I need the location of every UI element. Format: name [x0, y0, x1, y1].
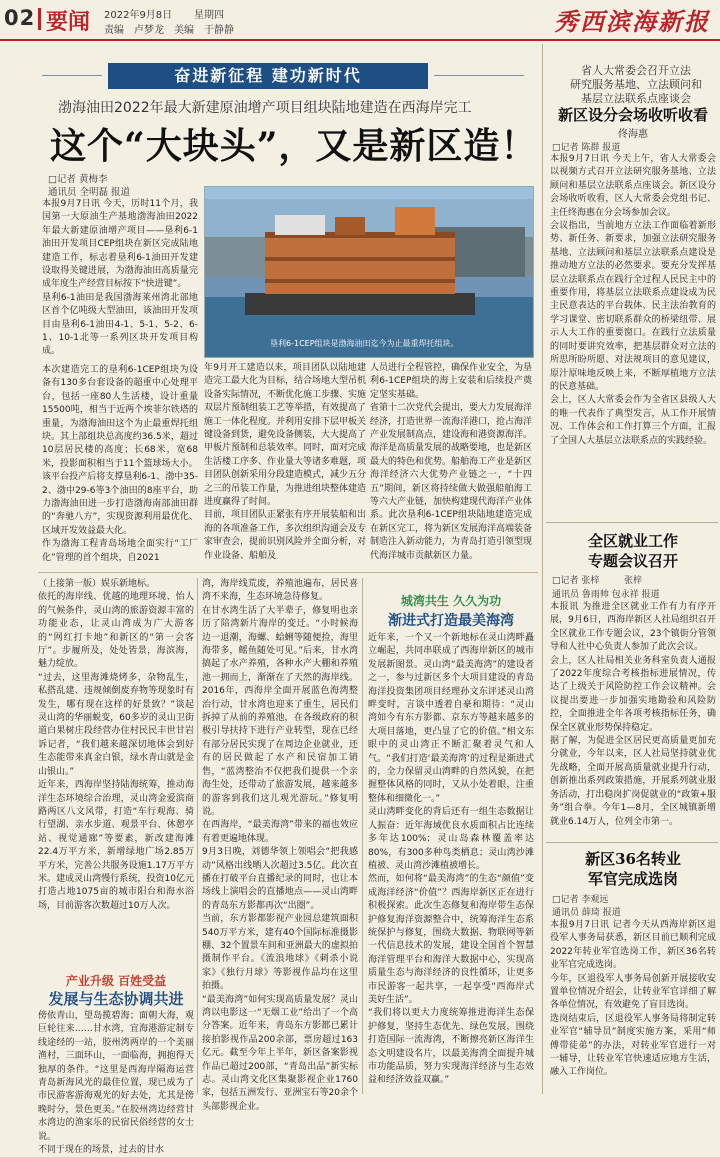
platform-photo-illustration: [205, 187, 533, 357]
right-byline-1: □记者 陈群 报道: [552, 143, 621, 153]
issue-weekday: 星期四: [194, 10, 224, 21]
photo-caption: 垦利6-1CEP组块是渤海油田迄今为止最重焊托组块。: [270, 339, 459, 348]
section-label-coexist: 城湾共生 久久为功: [400, 594, 502, 608]
masthead-logo: 秀西滨海新报: [554, 7, 710, 36]
section-label-industry: 产业升级 百姓受益: [65, 974, 167, 988]
right-kicker-2: 研究服务基地、立法顾问和: [570, 78, 702, 91]
right-headline-2a: 全区就业工作: [587, 532, 678, 550]
banner-rule-right: [434, 75, 524, 76]
lead-byline-reporter: □记者 黄梅李: [48, 174, 108, 185]
right-author-1: 佟海惠: [618, 129, 648, 140]
editor-label: 责编: [104, 25, 124, 36]
lead-paragraph-1: 本报9月7日讯 今天，历时11个月，我国第一大原油生产基地渤海油田2022年最大新建原油增产项目——垦利6-1油田开发项目CEP组块在新区完成陆地建造工作，标志着垦利6-1油田开发建设取得关键进展，为渤海油田高质量完成年度生产经营目标按下“快进键”。 垦利6-1油田是我国渤海莱州湾北部地区首个亿吨级大型油田，该油田开发项目由垦利6-1油田4-1、5-1、5-2、6-1、10-1北等一系列区块开发项目构成。: [42, 199, 198, 357]
right-headline-3a: 新区36名转业: [585, 850, 681, 868]
section-title: 要闻: [46, 10, 91, 35]
right-article-2-body: 本报讯 为推进全区就业工作有力有序开展，9月6日，西海岸新区人社局组织召开全区就业工作专题会议，23个镇街分管领导和人社中心负责人参加了此次会议。 会上，区人社局相关业务科室负责人通报了2022年度综合考核指标进展情况，传达了上级关于风险防控工作会议精神。会议提出要进一步加强实地勘验和风险防控，全面推进全年各项考核指标任务，确保全区就业形势保持稳定。 据了解，为促进全区居民更高质量更加充分就业，今年以来，区人社局坚持就业优先战略，全面开展高质量就业提升行动，创新推出系列政策措施，开展系列就业服务活动，打出稳岗扩岗促就业的“政策+服务”组合拳。今年1—8月，全区城镇新增就业6.14万人，位列全市第一。: [550, 602, 716, 827]
lead-headline: 这个“大块头”，又是新区造！: [50, 125, 538, 167]
news-photo: [204, 186, 534, 358]
continued-article-col2: 湾，海岸线荒废，养殖池遍布，居民喜湾不来海，生态环境急待修复。 在甘水湾生活了大半辈子，修复明也亲历了陪湾新片海岸的变迁。“小时候海边一退潮，海螺、蛤蜊等随便捡，海里海带多，鳐鱼随处可见。”后来，甘水湾搞起了水产养殖，各种水产大棚和养殖池一拥而上，渐渐在了天然的海岸线。2016年，西海岸全面开展蓝色海湾整治行动，甘水湾也迎来了重生，居民们拆掉了从前的养殖池，在各级政府的积极引导扶持下进行产业转型，现在已经有部分居民实现了在周边企业就业，还有的居民做起了水产和民宿加工销售，“蓝湾整治不仅把我们提供一个亲海生处，还带动了旅游发展，越来越多的游客到我们这儿观光游玩。”修复明说。 在西海岸，“最美海湾”带来的福也效应有着更遍地体现。 9月3日晚，刘德华领上领唱会“把我感动”风格出线晒人次超过3.5亿。此次直播在打破平台直播纪录的同时，也让本场线上演唱会的直播地点——灵山湾畔的青岛东方影都再次“出圈”。 当前，东方影都影视产业园总建筑面积540万平方米，建有40个国际标准摄影棚、32个置景车间和亚洲最大的虚拟拍摄制作平台。《流浪地球》《刺杀小说家》《独行月球》等影视作品均在这里拍摄。 “最美海湾”如何实现高质量发展？灵山湾以电影这一“无烟工业”给出了一个高分答案。近年来，青岛东方影都已累计接拍影视作品200余部，票房超过163亿元。截至今年上半年，新区备案影视作品已超过200部，“青岛出品”新实标志。灵山湾文化区集聚影视企业1760家，包括五洲发行、亚洲宝石等20余个头部影视企业。: [202, 579, 358, 1112]
right-byline-3b: 通讯员 薛琦 报道: [552, 908, 621, 918]
right-byline-3a: □记者 李观远: [552, 895, 609, 905]
page-number: 02: [4, 6, 36, 30]
lead-paragraph-4: 人员进行全程管控，确保作业安全，为垦利6-1CEP组块的海上安装和后续投产奠定坚实基础。 省第十二次党代会提出，要大力发展海洋经济，打造世界一流海洋港口，抢占海洋产业发展制高点，建设海和港资源海洋。海洋是高质量发展的战略要地，也是新区最大的特色和优势。船舶海工产业是新区海洋经济六大优势产业链之一，“十四五”期间，新区将持续做大做强船舶海工等六大产业链，加快构建现代海洋产业体系。此次垦利6-1CEP组块陆地建造完成在新区完工，将为新区发展海洋高端装备制造注入新动能力，为青岛打造引领型现代海洋城市贡献新区力量。: [370, 363, 533, 561]
banner-rule-left: [42, 75, 102, 76]
art-name: 于静静: [204, 25, 234, 36]
right-headline-2b: 专题会议召开: [587, 552, 678, 570]
lead-paragraph-2: 本次建造完工的垦利6-1CEP组块为设备有130多台套设备的超重中心处理平台，包括一座80人生活楼，设计重量15500吨，相当于近两个埃菲尔铁塔的重量，为渤海油田这个为止最重焊托组块。其上部组块总高度约36.5米，超过10层居民楼的高度；长68米，宽68米，投影面积相当于11个篮球场大小。 该平台投产后将支撑垦利6-1、渤中35-2、渤中29-6等3个油田的8座平台，助力渤海油田进一步打造渤海南部油田群的“奔驰八方”，实现资源利用最优化、区域开发效益最大化。 作为渤海工程青岛场地全面实行“工厂化”管理的首个组块，自2021: [42, 365, 198, 563]
section-title-development: 发展与生态协调共进: [48, 990, 184, 1008]
lead-bottom-rule: [38, 572, 538, 573]
art-label: 美编: [174, 25, 194, 36]
right-kicker-3: 基层立法联系点座谈会: [581, 92, 691, 105]
continued-article-col1: （上接第一版）娱乐新地标。 依托的海岸线、优越的地理环境、怡人的气候条件，灵山湾的旅游资源丰富的功能业态，让灵山湾成为广大游客的“网红打卡地”和新区的“第一会客厅”。步履所及，处处皆景，海滨海，魅力绽放。 “过去，这里海滩烧烤多，杂物乱生，私搭乱建、违规倾倒废弃物等现象时有发生，哪有现在这样的好景致？”谈起灵山湾的华丽蜕变，60多岁的灵山卫街道白果树庄段经营办住村民民丰世甘岩诉记者，“我们越来越深切地体会到好生态能带来真金白银，绿水青山就是金山银山。” 近年来，西海岸坚持陆海统筹，推动海洋生态环境综合治理，灵山湾金爱滨商路两区八文风带，打造“车行观海、骑行望湖、亲水步道、观景平台、休憩亭站、视觉通廊”等要素，新改建海滩22.4万平方米，新增绿地广场2.85万平方米，完善公共服务设施1.17万平方米。建成灵山湾慢行系统，投资10亿元打造占地1075亩的城市阳台和海水浴场，目前游客次数超过10万人次。: [38, 579, 194, 911]
right-rule-1: [546, 522, 718, 523]
right-headline-3b: 军官完成选岗: [587, 870, 678, 888]
lead-paragraph-3: 年9月开工建造以来，项目团队以陆地建造完工最大化为目标，结合场地大型吊机设备实际情况，不断优化施工步骤、实施双层片预制组装工艺等举措，有效提高了施工一体化程度。并利用安排下层甲板关键设备到货，避免设备侧装，大大提高了甲板片预制和总装效率。同时，面对完成生活楼工序多、作业量大等诸多难题，项目团队创新采用分段建造模式，减少五分之三的吊装工作量，为推进组块整体建造进度赢得了时间。 目前，项目团队正紧张有序开展装船和出海的各项准备工作，多次组织沟通会及专家审查会，提前识别风险并全面分析，对作业设备、船舶及: [204, 363, 367, 561]
campaign-banner: 奋进新征程 建功新时代: [108, 63, 428, 89]
section-title-bay: 渐进式打造最美海湾: [388, 613, 514, 629]
right-article-3-body: 本报9月7日讯 记者今天从西海岸新区退役军人事务局获悉，新区目前已顺利完成2022年转业军官选岗工作，新区36名转业军官完成选岗。 今年，区退役军人事务局创新开展接收安置单位情况介绍会，让转业军官详细了解各单位情况，有效避免了盲目选岗。 选岗结束后，区退役军人事务局将制定转业军官“辅导员”制度实施方案，采用“师傅带徒弟”的办法，对转业军官进行一对一辅导，让转业军官快速适应地方生活，融入工作岗位。: [550, 920, 716, 1078]
right-rule-2: [546, 842, 718, 843]
right-byline-2a: □记者 张梓: [552, 576, 600, 586]
right-author-2: 张梓: [623, 576, 642, 586]
right-byline-2b: 通讯员 鲁雨帅 包永祥 报道: [552, 590, 660, 600]
right-headline-1: 新区设分会场收听收看: [557, 106, 708, 124]
column-divider-1: [197, 578, 198, 1094]
lead-subheadline: 渤海油田2022年最大新建原油增产项目组块陆地建造在西海岸完工: [58, 100, 472, 116]
right-kicker-1: 省人大常委会召开立法: [581, 64, 691, 77]
bay-article-body: 近年来，一个又一个新地标在灵山湾畔矗立崛起，共同串联成了西海岸新区的城市发展新图景。灵山湾“最美海湾”的建设者之一，参与过新区多个大项目建设的青岛海洋投资集团项目经理孙文东评述灵山湾畔变时，言谈中透着自豪和期待：“灵山湾如今有东方影都、京东方等越来越多的大项目落地，更凸显了它的价值。”相文东眼中的灵山湾正不断汇聚着灵气和人气。“我们打造‘最美海湾’的过程是渐进式的，全力保留灵山湾畔的自然风貌，在把握整体风格的同时，又从小处着眼，注重整体和细微化一。” 灵山湾畔变化的背后还有一组生态数据让人振奋：近年海域优良水质面积占比连续多年达100%；灵山岛森林覆盖率达80%，有300多种鸟类栖息；灵山湾沙滩植被、灵山湾沙滩植被增长。 然而，如何将“最美海湾”的生态“颜值”变成海洋经济“价值”？西海岸新区正在进行积极探索。此次生态修复和海岸带生态保护修复海洋资源整合中，统筹海洋生态系统保护与修复，围绕大数据、物联网等新一代信息技术的发展，建设全国首个智慧海洋管理平台和海洋大数据中心，实现高质量生态与海洋经济的良性循环，让更多市民游客一起共享，一起享受“西海岸式美好生活”。 “我们将以更大力度统筹推进海洋生态保护修复，坚持生态优先、绿色发展，围绕打造国际一流海湾，不断擦亮新区海洋生态文明建设名片，以最美海湾全面提升城市功能品质，努力实现海洋经济与生态效益和经济效益双赢。”: [368, 633, 534, 1086]
editor-name: 卢梦龙: [134, 25, 164, 36]
issue-date: 2022年9月8日: [104, 10, 173, 21]
lead-byline-correspondent: 通讯员 全明磊 报道: [48, 187, 131, 198]
right-column-divider: [542, 44, 543, 1094]
right-article-1-body: 本报9月7日讯 今天上午，省人大常委会以视频方式召开立法研究服务基地、立法顾问和基层立法联系点座谈会。新区设分会场收听收看，区人大常委会党组书记、主任终海惠在分会场参加会议。 会议指出，当前地方立法工作面临着新形势、新任务、新要求，加强立法研究服务基地、立法顾问和基层立法联系点建设是推动地方立法的必然要求。要充分发挥基层立法联系点在践行全过程人民民主中的重要作用，将基层立法联系点建设成为民主民意表达的平台载体、民主法治教育的学习课堂、密切联系群众的桥梁纽带、展示人大工作的重要窗口。在践行立法质量的同时要讲究效率，把基层群众对立法的所思所盼所愿、对法规项目的意见建议，原汁原味地反映上来，不断厚植地方立法的民意基础。 会上，区人大常委会作为全省区县级人大的唯一代表作了典型发言，从工作开展情况、工作体会和工作打算三个方面，汇报了全国人大基层立法联系点的实践经验。: [550, 154, 716, 446]
column-divider-2: [362, 578, 363, 1094]
continued-article-col1b: 傍依青山，望岛揽碧海；面朝大海，观巨轮往来……甘水湾，宜海港游定制专线途经的一站，胶州湾两岸的一个美丽渔村，三面环山，一面临海，拥抱得天独厚的条件。“这里是西海岸隔海运营青岛新海风光的最佳位置，现已成为了市民游客游海观光的好去处，尤其是傍晚时分，景色更美。”在胶州湾边经营甘水湾边的渔家乐的民宿民俗经营的女士说。 不同于现在的场景，过去的甘水: [38, 1011, 194, 1156]
header-divider: [38, 8, 41, 30]
header-rule: [0, 39, 720, 41]
